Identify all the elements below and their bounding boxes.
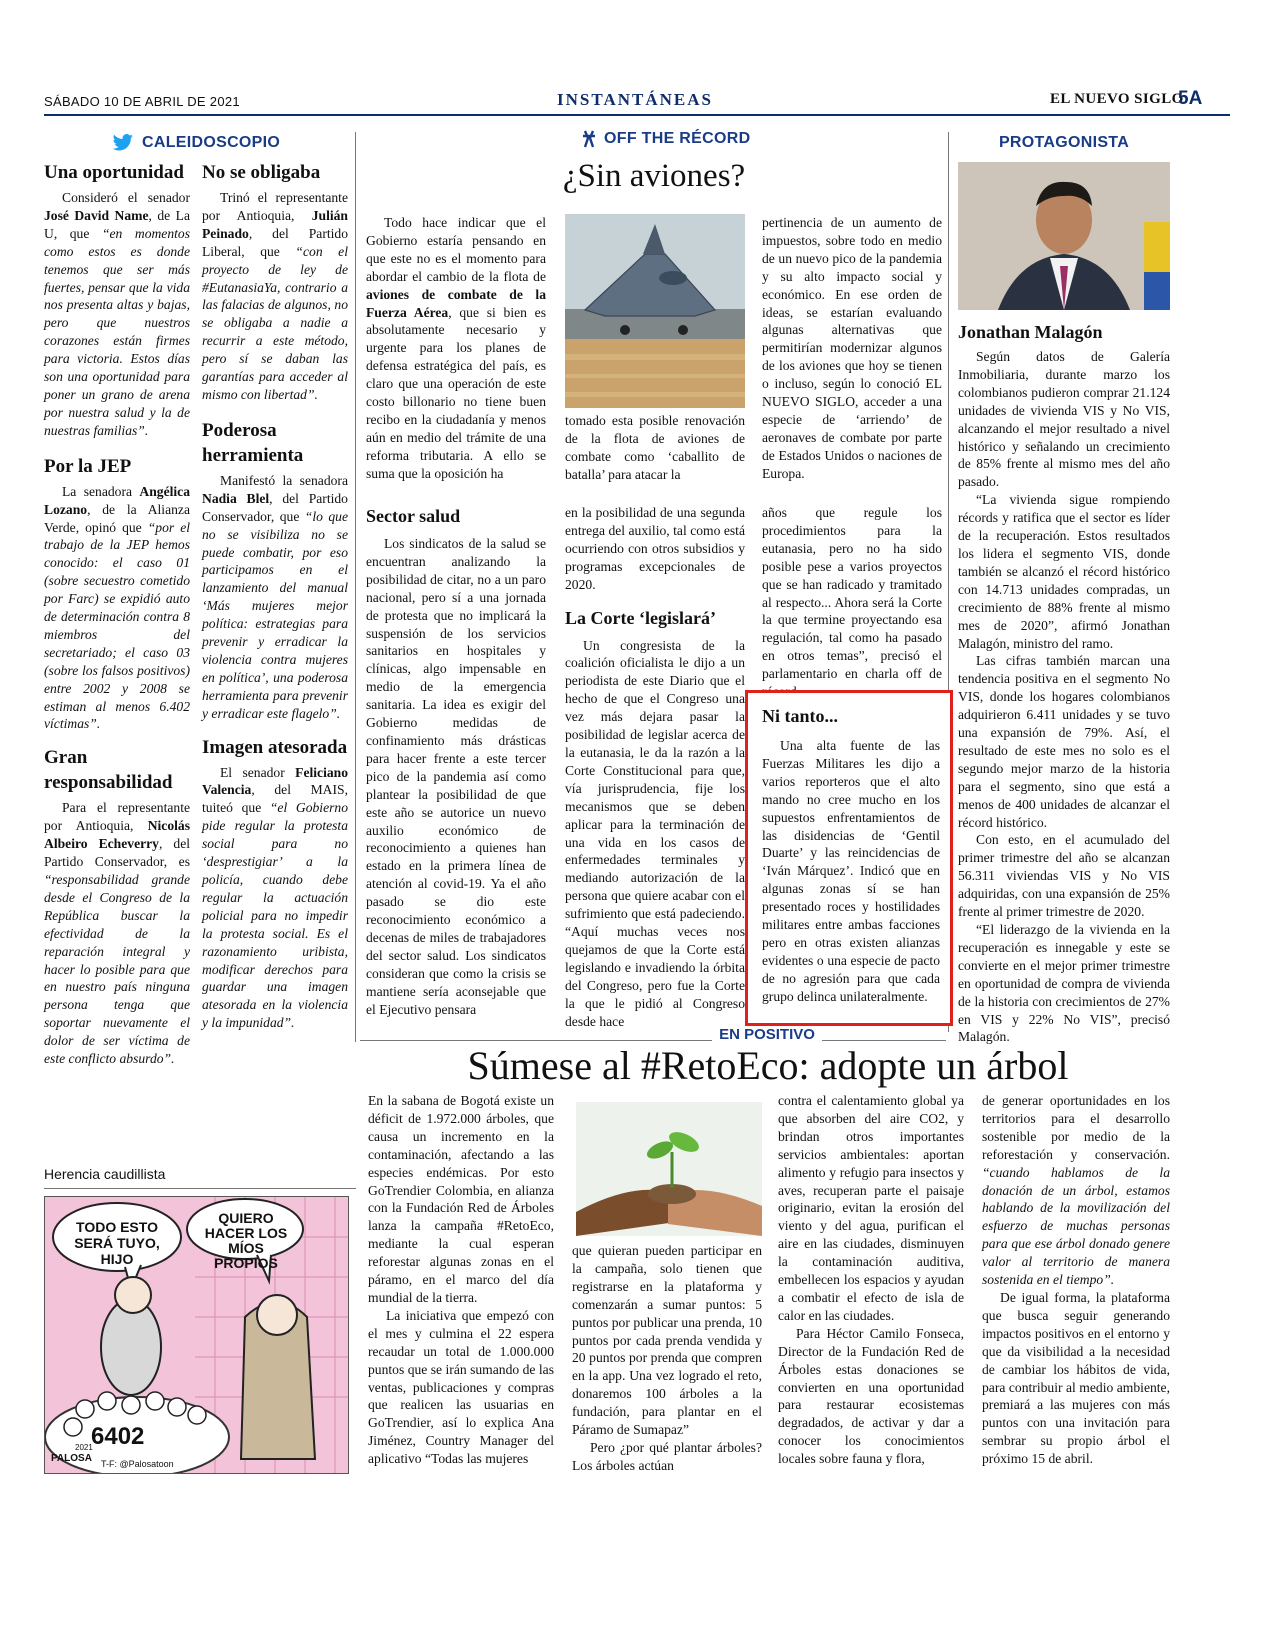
body-text: Consideró el senador xyxy=(62,190,190,205)
portrait-image xyxy=(958,162,1170,310)
caleidoscopio-column-b xyxy=(202,160,348,1032)
cartoon-rule xyxy=(44,1188,356,1189)
article-body: De igual forma, la plataforma que busca seguir generando impactos positivos en el entorno y que da visibilidad a la necesidad de cambiar los hábitos de vida, para contribuir al medio ambiente, premiará a las mujeres con más puntos con una invitación para sembrar su propio árbol el próximo 15 de abril. xyxy=(982,1289,1170,1467)
article-body: pertinencia de un aumento de impuestos, sobre todo en medio de un nuevo pico de la pandemia y su alto impacto social y económico. En ese orden de ideas, se estarían evaluando algunas alternativas que permitirían modernizar algunos de los aviones que hoy se tienen o incluso, según lo conoció EL NUEVO SIGLO, acceder a una especie de ‘arriendo’ de aeronaves de combate por parte de Estados Unidos o naciones de Europa. xyxy=(762,215,942,481)
body-text: de generar oportunidades en los territorios para el desarrollo sostenible por medio de la reforestación y conservación. xyxy=(982,1093,1170,1162)
speech-bubble-text: QUIERO HACER LOS MÍOS PROPIOS xyxy=(204,1210,288,1271)
article-title: Poderosa herramienta xyxy=(202,419,304,466)
newspaper-name: EL NUEVO SIGLO xyxy=(1050,91,1184,107)
protagonist-name: Jonathan Malagón xyxy=(958,322,1103,342)
quote-text: “en momentos como estos es donde tenemos que ser más fuertes, pensar que la vida nos presenta altas y bajas, pero que nuestros corazones están firmes para victoria. Estos días son una oportunidad para poner un grano de arena por nuestra salud y la de nuestras familias”. xyxy=(44,225,190,438)
ni-tanto-article xyxy=(762,704,940,1006)
caleidoscopio-label: CALEIDOSCOPIO xyxy=(142,134,281,151)
page-number: 5A xyxy=(1178,88,1203,109)
off-record-col3 xyxy=(762,214,942,483)
seedling-image xyxy=(576,1102,762,1236)
article-title: La Corte ‘legislará’ xyxy=(565,607,716,628)
article-body: “El liderazgo de la vivienda en la recuperación es innegable y este se convierte en el mejor primer trimestre en oportunidad de compra de vivienda de la historia con crecimientos de 27% en VIS y 22% No VIS”, precisó Malagón. xyxy=(958,922,1170,1045)
portrait-photo xyxy=(958,162,1170,310)
article-title: Sector salud xyxy=(366,506,461,526)
article-body: años que regule los procedimientos para la eutanasia, pero no ha sido posible pese a varios proyectos que se han radicado y tramitado al respecto... Ahora será la Corte la que termine proyectando esa regulación, tal como ha pasado en otros temas”, precisó el parlamentario en charla off de xyxy=(762,505,942,682)
en-positivo-col2 xyxy=(572,1242,762,1475)
corte-col3 xyxy=(762,504,942,701)
quote-text: “con el proyecto de ley de #EutanasiaYa, contrario a las falacias de algunos, no se obligaba a nadie a recurrir a este método, pero sí se daban las garantías para acceder al mismo con libertad”. xyxy=(202,243,348,402)
person-name: Julián Peinado xyxy=(202,207,348,241)
protagonista-label: PROTAGONISTA xyxy=(998,134,1130,151)
sector-salud-col2 xyxy=(565,504,745,1030)
speech-bubble-text: TODO ESTO SERÁ TUYO, HIJO xyxy=(74,1219,160,1267)
cartoon-credit: T-F: @Palosatoon xyxy=(101,1459,174,1469)
off-the-record-header xyxy=(582,130,782,148)
article-body: contra el calentamiento global ya que absorben del aire CO2, y brindan otros importantes servicios ambientales: aportan alimento y refugio para insectos y aves, recuperan parte el paisaje originario, evitan la erosión del viento y del agua, purifican el aire en las ciudades, disminuyen la contaminación auditiva, embellecen los espacios y ayudan a combatir el efecto de isla de calor en las ciudades. xyxy=(778,1093,964,1323)
sector-salud-article xyxy=(366,504,546,1018)
highlight-text: aviones de combate de la Fuerza Aérea xyxy=(366,286,546,320)
body-text: , de La U, que xyxy=(44,207,190,241)
off-the-record-label: OFF THE RÉCORD xyxy=(604,130,751,147)
hands-icon xyxy=(582,130,596,148)
body-text: Todo hace indicar que el Gobierno estaría pensando en que este no es el momento para abordar el cambio de la flota de xyxy=(366,215,546,284)
en-positivo-col4 xyxy=(982,1092,1170,1468)
article-body xyxy=(44,189,190,440)
article-title: Por la JEP xyxy=(44,455,132,477)
body-text: , del Partido Conservador, es xyxy=(44,836,190,870)
twitter-bird-icon xyxy=(112,134,134,152)
article-body: Los sindicatos de la salud se encuentran analizando la posibilidad de citar, no a un paro nacional, pero sí a una jornada de protesta que no implicará la suspensión de los servicios sanitarios en hospitales y clínicas, algo impensable en medio de la emergencia sanitaria. La idea es exigir del Gobierno medidas de confinamiento más drásticas para hacer frente a este tercer pico de la pandemia así como plantear la posibilidad de que este año se autorice un nuevo auxilio económico de reconocimiento a quienes han estado en la primera línea de atención al covid-19. Ya el año pasado se dio este reconocimiento económico a decenas de miles de trabajadores del sector salud. Los sindicatos consideran que como la crisis se mantiene sería aconsejable que el Ejecutivo pensara xyxy=(366,536,546,1017)
article-title: Ni tanto... xyxy=(762,706,838,726)
article-title: Una oportunidad xyxy=(44,162,184,183)
article-headline: Súmese al #RetoEco: adopte un árbol xyxy=(467,1043,1069,1088)
article-body: Para Héctor Camilo Fonseca, Director de la Fundación Red de Árboles estas donaciones se convierten en una oportunidad para restaurar ecosistemas degradados, de activar y dar a conocer los conocimientos locales sobre fauna y flora, xyxy=(778,1325,964,1467)
article-headline: ¿Sin aviones? xyxy=(562,158,746,194)
section-title: INSTANTÁNEAS xyxy=(557,90,713,109)
quote-text: “responsabilidad grande desde el Congreso de la República buscar la efectividad de la reparación integral y hacer lo posible para que en nuestro país ninguna persona tenga que soportar nuevamente el dolor de ser víctima de este conflicto absurdo”. xyxy=(44,872,190,1067)
quote-text: “cuando hablamos de la donación de un árbol, estamos hablando de la movilización del esfuerzo de muchas personas para que ese árbol donado genere valor al territorio de manera sostenida en el tiempo”. xyxy=(982,1164,1170,1288)
victims-number: 6402 xyxy=(91,1423,145,1450)
body-text: , del Partido Conservador, que xyxy=(202,490,348,524)
body-text: Manifestó la senadora xyxy=(220,472,348,488)
article-body: En la sabana de Bogotá existe un déficit de 1.972.000 árboles, que causa un incremento en la contaminación, afectando a las especies endémicas. Por esto GoTrendier Colombia, en alianza con la Fundación Red de Árboles lanza la campaña #RetoEco, mediante la cual esperan reforestar algunas zonas en el páramo, en el marco del día mundial de la tierra. xyxy=(368,1093,554,1305)
body-text: , de la Alianza Verde, opinó que xyxy=(44,501,190,535)
article-body: tomado esta posible renovación de la flota de aviones de combate como ‘caballito de batalla’ para atacar la xyxy=(565,413,745,482)
en-positivo-label: EN POSITIVO xyxy=(712,1026,822,1043)
body-text: , que si bien es absolutamente necesario y urgente para los planes de defensa estratégica del país, es claro que una operación de este costo billonario no tiene buen recibo en la ciudadanía y menos aún en medio del trámite de una reforma tributaria. A ello se suma que la oposición ha xyxy=(366,304,546,481)
issue-date: SÁBADO 10 DE ABRIL DE 2021 xyxy=(44,94,240,109)
quote-text: “el Gobierno pide regular la protesta social para no ‘desprestigiar’ a la policía, cuando debe regular la actuación policial para no impedir la protesta social. Es el razonamiento uribista, modificar derechos para guardar una imagen atesorada en la violencia y la impunidad”. xyxy=(202,800,348,1031)
article-body: que quieran pueden participar en la campaña, solo tienen que registrarse en la plataforma y comenzarán a sumar puntos: 5 puntos por publicar una prenda, 10 puntos por cada prenda vendida y 20 puntos por prenda que compren en la app. Una vez logrado el reto, donaremos 100 árboles a la fundación, para plantar en el Páramo de Sumapaz” xyxy=(572,1243,762,1438)
article-body: Las cifras también marcan una tendencia positiva en el segmento No VIS, donde los hogares colombianos adquirieron 6.411 unidades y se tuvo una expansión de 79%. Así, el resultado de este mes no solo es el segundo mejor marzo de la historia para el segmento, sino que está a menos de 400 unidades de alcanzar el récord histórico. xyxy=(958,653,1170,830)
off-record-col1 xyxy=(366,214,546,483)
cartoonist-signature: PALOSA xyxy=(51,1453,92,1464)
cartoon-year: 2021 xyxy=(75,1443,93,1452)
fighter-jet-photo xyxy=(565,214,745,408)
article-body: La iniciativa que empezó con el mes y culmina el 22 espera recaudar un total de 1.000.000 puntos que se irán sumando de las ventas, publicaciones y compras que realicen las usuarias en GoTrendier, así lo explica Ana Jiménez, Country Manager del aplicativo “Todas las mujeres xyxy=(368,1307,554,1467)
section-divider xyxy=(360,1040,946,1041)
article-body xyxy=(202,472,348,723)
article-body: “La vivienda sigue rompiendo récords y ratifica que el sector es líder de la recuperación. Estos resultados los lidera el segmento VIS, donde también se alcanzó el récord histórico con 14.713 unidades compradas, un crecimiento de 88% frente al mismo mes de 2020”, afirmó Jonathan Malagón, ministro del ramo. xyxy=(958,492,1170,651)
article-body xyxy=(366,214,546,483)
quote-text: “lo que no se visibiliza no se puede combatir, por eso participamos en el lanzamiento del manual ‘Más mujeres mejor política: estrategias para prevenir y erradicar la violencia contra mujeres en política’, una poderosa herramienta para prevenir y erradicar este flagelo”. xyxy=(202,508,348,721)
person-name: José David Name xyxy=(44,207,149,223)
person-name: Angélica Lozano xyxy=(44,483,190,517)
article-body xyxy=(982,1092,1170,1289)
article-body xyxy=(202,764,348,1033)
article-body: Con esto, en el acumulado del primer trimestre del año se alcanzan 56.311 viviendas VIS y No VIS adquiridas, con una expansión de 25% frente al primer trimestre de 2020. xyxy=(958,832,1170,920)
cartoon-caption: Herencia caudillista xyxy=(44,1166,166,1182)
article-title: Gran responsabilidad xyxy=(44,747,173,794)
person-name: Feliciano Valencia xyxy=(202,764,348,798)
article-body xyxy=(202,189,348,404)
protagonista-body xyxy=(958,348,1170,1046)
article-body: Según datos de Galería Inmobiliaria, durante marzo los colombianos pudieron comprar 21.124 unidades de vivienda VIS y No VIS, alcanzando el mejor resultado a nivel histórico y señalando un crecimiento de 85% frente al mismo mes del año pasado. xyxy=(958,349,1170,490)
article-body xyxy=(44,799,190,1068)
article-body: en la posibilidad de una segunda entrega del auxilio, tal como está ocurriendo con otros subsidios y programas excepcionales de 2020. xyxy=(565,505,745,592)
person-name: Nicolás Albeiro Echeverry xyxy=(44,818,190,852)
body-text: Para el representante por Antioquia, xyxy=(44,800,190,834)
article-title: Imagen atesorada xyxy=(202,736,348,758)
seedling-photo xyxy=(576,1102,762,1236)
article-body: Un congresista de la coalición oficialista le dijo a un periodista de este Diario que el hecho de que el Congreso una vez más dejara pasar la posibilidad de legislar acerca de la eutanasia, le da la razón a la Corte Constitucional para que, vía jurisprudencia, fije los mecanismos que se deben aplicar para la terminación de una vida en los casos de enfermedades terminales y mediando autorización de la persona que quiere acabar con el sufrimiento que está padeciendo. “Aquí muchas veces nos quejamos de que la Corte está legislando e invadiendo la órbita del Congreso, pero fue la Corte la que le pidió al Congreso desde hace xyxy=(565,637,745,1029)
article-body: Una alta fuente de las Fuerzas Militares les dijo a varios reporteros que el alto mando no cree mucho en los supuestos enfrentamientos de las disidencias de ‘Gentil Duarte’ y las reincidencias de ‘Iván Márquez’. Indicó que en algunas zonas sí se han presentado roces y hostilidades militares entre ambas facciones pero en otras existen alianzas evidentes o una especie de pacto de no agresión para que cada grupo delinca unilateralmente. xyxy=(762,738,940,1004)
article-title: No se obligaba xyxy=(202,162,321,183)
column-divider xyxy=(355,132,356,1042)
body-text: , del Partido Liberal, que xyxy=(202,225,348,259)
caleidoscopio-header xyxy=(112,134,312,152)
article-body xyxy=(44,483,190,734)
person-name: Nadia Blel xyxy=(202,490,270,506)
header-rule xyxy=(44,114,1230,116)
quote-text: “por el trabajo de la JEP hemos conocido: el caso 01 (sobre secuestro cometido por Farc) se expidió auto de determinación contra 8 miembros del secretariado; el caso 03 (sobre los falsos positivos) entre 2002 y 2008 se estiman al menos 6.402 víctimas”. xyxy=(44,519,191,732)
caleidoscopio-column-a xyxy=(44,160,190,1068)
body-text: El senador xyxy=(220,764,296,780)
fighter-jet-image xyxy=(565,214,745,408)
en-positivo-col1 xyxy=(368,1092,554,1468)
cartoon-panel xyxy=(44,1196,349,1474)
en-positivo-col3 xyxy=(778,1092,964,1468)
body-text: , del MAIS, tuiteó que xyxy=(202,782,348,816)
body-text: La senadora xyxy=(62,483,140,499)
body-text: Trinó el representante por Antioquia, xyxy=(202,190,348,223)
off-record-col2 xyxy=(565,412,745,484)
article-body: Pero ¿por qué plantar árboles? Los árboles actúan xyxy=(572,1439,762,1473)
